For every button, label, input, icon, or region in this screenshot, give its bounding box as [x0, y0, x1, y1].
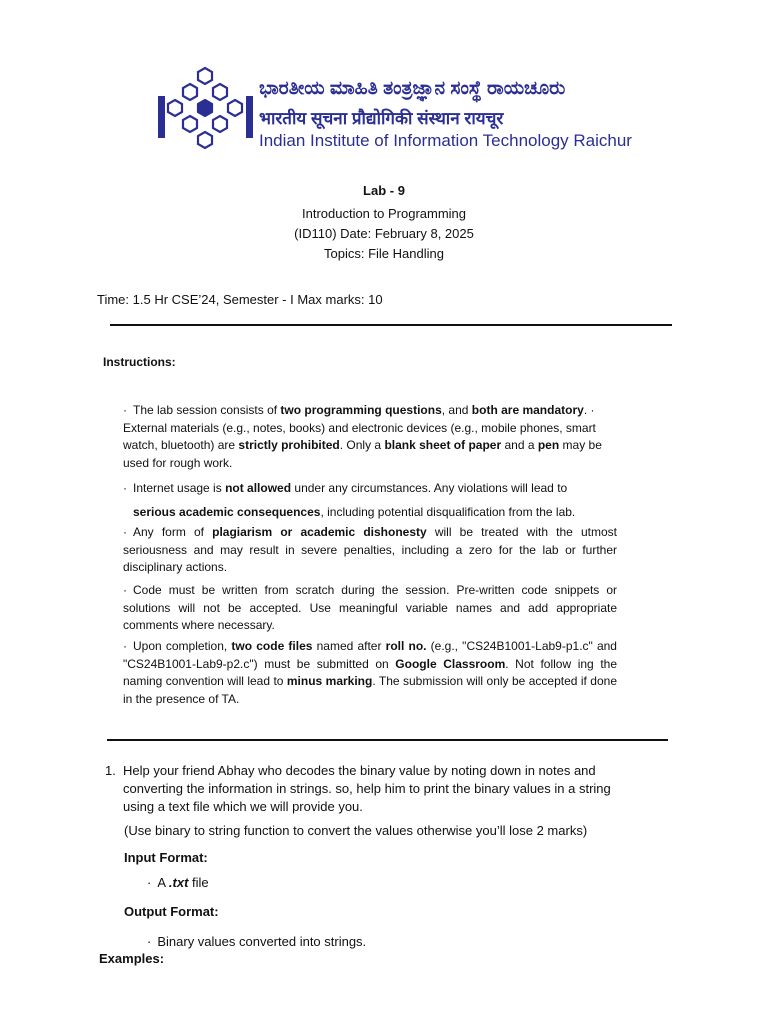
- question-number: 1.: [105, 763, 116, 778]
- instructions-heading: Instructions:: [103, 355, 176, 369]
- institute-logo: [156, 64, 256, 154]
- bullet-icon: ·: [123, 639, 127, 653]
- instruction-item-5: · Upon completion, two code files named after roll no. (e.g., "CS24B1001-Lab9-p1.c" and "CS24B1001-Lab9-p2.c") must be submitted on Google Classroom. Not follow ing the naming convention will lead to minus marking. The submission will only be accepted if done in the presence of TA.: [123, 639, 618, 706]
- bullet-icon: ·: [123, 481, 127, 495]
- instruction-item-3: · Any form of plagiarism or academic dishonesty will be treated with the utmost seriousness and may result in severe penalties, including a zero for the lab or further disciplinary actions.: [123, 525, 617, 574]
- bullet-icon: ·: [123, 403, 127, 417]
- hexagon-network-icon: [168, 68, 242, 148]
- logo-bar-left: [158, 96, 165, 138]
- question-note: (Use binary to string function to convert the values otherwise you’ll lose 2 marks): [124, 823, 588, 838]
- instruction-item-4: · Code must be written from scratch during the session. Pre-written code snippets or solutions will not be accepted. Use meaningful variable names and add appropriate comments where necessary.: [123, 583, 617, 632]
- bullet-icon: ·: [123, 525, 127, 539]
- input-format-heading: Input Format:: [124, 850, 208, 865]
- input-format-item: · A .txt file: [147, 875, 209, 890]
- bullet-icon: ·: [147, 875, 152, 890]
- institute-name-hindi: भारतीय सूचना प्रौद्योगिकी संस्थान रायचूर: [259, 109, 504, 128]
- instruction-item-1: · The lab session consists of two programming questions, and both are mandatory. · External materials (e.g., notes, books) and electronic devices (e.g., mobile phones, smart watch, bluetooth) are strictly prohibited. Only a blank sheet of paper and a pen may be used for rough work.: [123, 403, 602, 470]
- institute-name-kannada: ಭಾರತೀಯ ಮಾಹಿತಿ ತಂತ್ರಜ್ಞಾನ ಸಂಸ್ಥೆ ರಾಯಚೂರು: [259, 78, 566, 99]
- divider-bottom: [107, 739, 668, 741]
- institute-name-english: Indian Institute of Information Technology Raichur: [259, 131, 632, 150]
- question-text: Help your friend Abhay who decodes the binary value by noting down in notes and converting the information in strings. so, help him to print the binary values in a string using a text file which we will provide you.: [123, 763, 611, 814]
- instruction-item-2: · Internet usage is not allowed under any circumstances. Any violations will lead to serious academic consequences, including potential disqualification from the lab.: [123, 476, 618, 524]
- course-name: Introduction to Programming: [301, 206, 467, 221]
- bullet-icon: ·: [147, 934, 152, 949]
- logo-bar-right: [246, 96, 253, 138]
- divider-top: [110, 324, 672, 326]
- meta-info: Time: 1.5 Hr CSE’24, Semester - I Max marks: 10: [97, 292, 383, 307]
- lab-title: Lab - 9: [363, 183, 405, 198]
- output-format-heading: Output Format:: [124, 904, 219, 919]
- course-code-date: (ID110) Date: February 8, 2025: [294, 226, 474, 241]
- topics: Topics: File Handling: [324, 246, 444, 261]
- bullet-icon: ·: [123, 583, 127, 597]
- examples-heading: Examples:: [99, 951, 165, 966]
- output-format-item: · Binary values converted into strings.: [147, 934, 367, 949]
